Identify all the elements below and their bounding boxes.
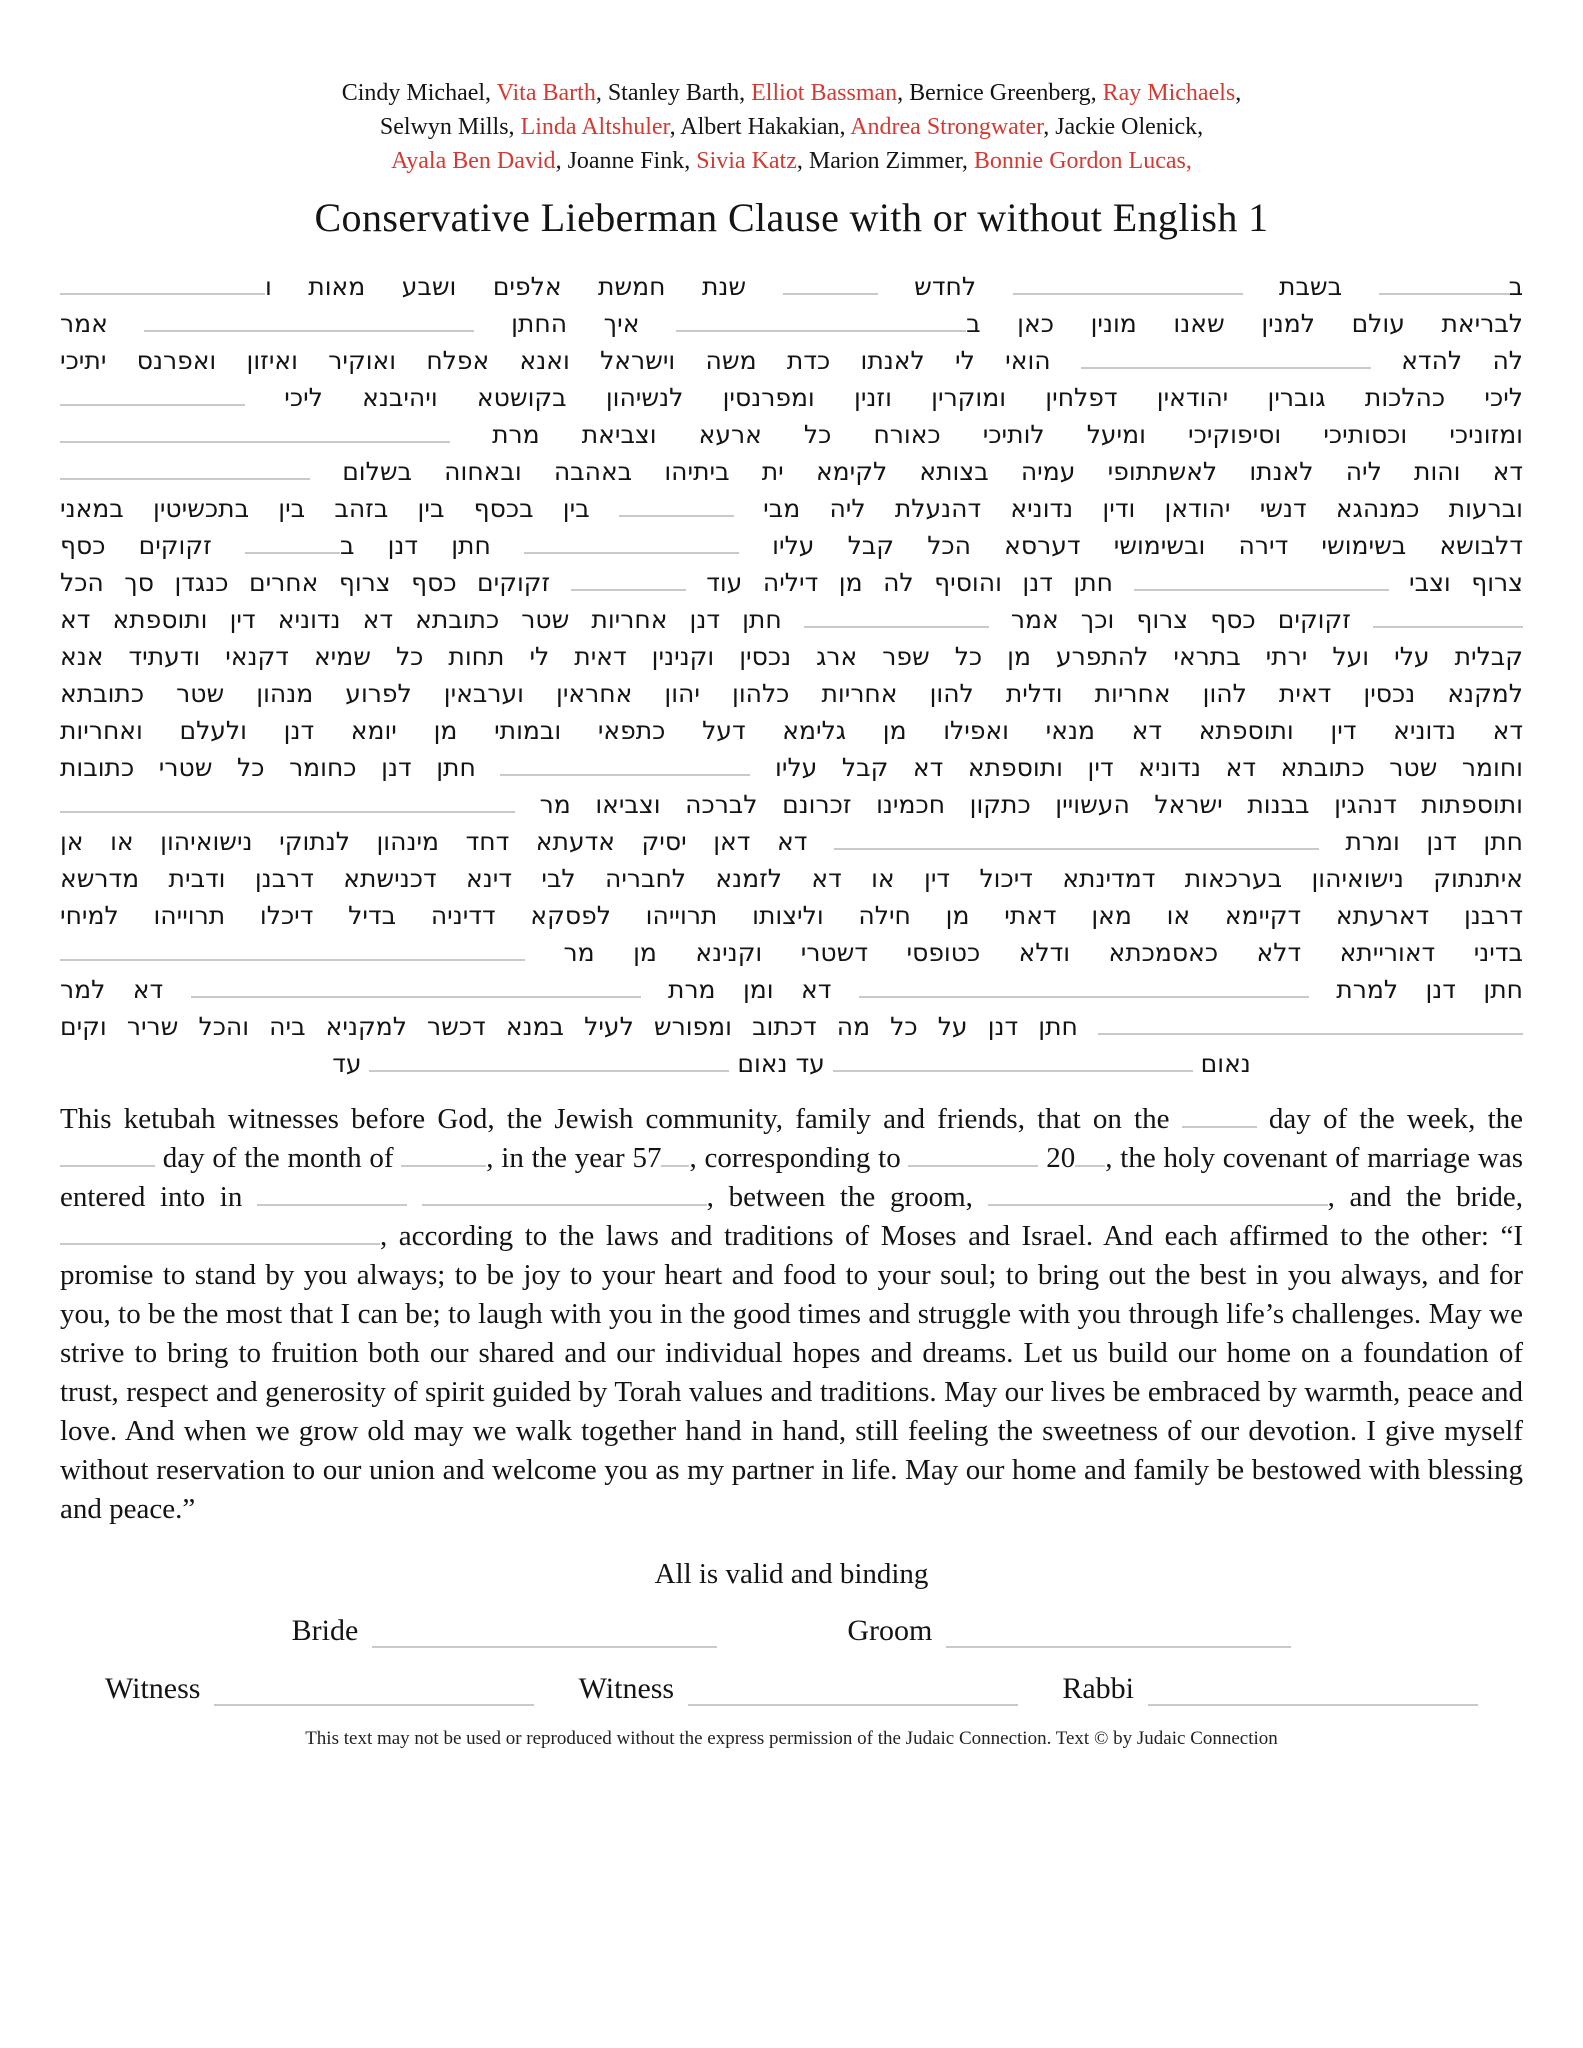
- text-run: חתן דנן על כל מה דכתוב ומפורש לעיל במנא דכשר למקניא ביה והכל שריר וקים: [60, 1012, 1098, 1041]
- fill-in-blank[interactable]: [1013, 273, 1243, 296]
- witness2-signature-line[interactable]: [688, 1664, 1018, 1707]
- fill-in-blank[interactable]: [60, 1141, 155, 1167]
- fill-in-blank[interactable]: [60, 384, 245, 407]
- text-run: , the holy covenant of marriage was entered into in: [60, 1142, 1524, 1213]
- text-run: איך החתן: [474, 309, 677, 338]
- text-run: 20: [1038, 1142, 1076, 1174]
- groom-signature-line[interactable]: [946, 1605, 1291, 1648]
- h-line: [60, 712, 1523, 749]
- h-line: [60, 786, 1523, 823]
- text-run: דא נדוניא דין ותוספתא דא מנאי ואפילו מן גלימא דעל כתפאי ובמותי מן יומא דנן ולעלם ואחריות: [60, 716, 1523, 745]
- text-run: חתן דנן כחומר כל שטרי כתובות: [60, 753, 501, 782]
- fill-in-blank[interactable]: [908, 1141, 1038, 1167]
- text-run: דרבנן דארעתא דקיימא או מאן דאתי מן חילה וליצותו תרוייהו לפסקא דדיניה בדיל דיכלו תרוייהו למיחי: [60, 901, 1523, 930]
- fill-in-blank[interactable]: [257, 1180, 407, 1206]
- fill-in-blank[interactable]: [422, 1180, 707, 1206]
- text-run: איתנתוק נישואיהון בערכאות דמדינתא דיכול דין או דא לזמנא לחבריה לבי דינא דכנישתא דרבנן ודבית מדרשא: [60, 864, 1523, 893]
- groom-signature-pair: [847, 1605, 1291, 1648]
- fill-in-blank[interactable]: [1182, 1102, 1257, 1128]
- text-run: חתן דנן ומרת: [1318, 827, 1524, 856]
- h-line: [60, 527, 1523, 564]
- text-run: עד: [332, 1049, 370, 1078]
- fill-in-blank[interactable]: [245, 532, 340, 555]
- groom-label: Groom: [847, 1613, 933, 1647]
- text-run: בין בכסף בין בזהב בין בתכשיטין במאני: [60, 494, 619, 523]
- text-run: day of the month of: [155, 1142, 402, 1174]
- text-run: דא ומן מרת: [640, 975, 859, 1004]
- text-run: ליכי כהלכות גוברין יהודאין דפלחין ומוקרין וזנין ומפרנסין לנשיהון בקושטא ויהיבנא ליכי: [245, 383, 1523, 412]
- text-run: לחדש: [877, 272, 1013, 301]
- text-run: בשבת: [1242, 272, 1379, 301]
- text-run: חתן דנן והוסיף לה מן דיליה עוד: [685, 568, 1134, 597]
- text-run: לבריאת עולם למנין שאנו מונין כאן ב: [966, 309, 1524, 338]
- witness1-signature-line[interactable]: [214, 1664, 534, 1707]
- text-run: נאום: [1192, 1049, 1251, 1078]
- text-run: , according to the laws and traditions of Moses and Israel. And each affirmed to the other: “I promise to stand by you always; to be joy to your heart and food to your soul; to bring out the best in you always, and for you, to be the most that I can be; to laugh with you in the good times and struggle with you through life’s challenges. May we strive to bring to fruition both our shared and our individual hopes and dreams. Let us build our home on a foundation of trust, respect and generosity of spirit guided by Torah values and traditions. May our lives be embraced by warmth, peace and love. And when we grow old may we walk together hand in hand, still feeling the sweetness of our devotion. I give myself without reservation to our union and welcome you as my partner in life. May our home and family be bestowed with blessing and peace.”: [60, 1220, 1523, 1525]
- text-run: ומזוניכי וכסותיכי וסיפוקיכי ומיעל לותיכי כאורח כל ארעא וצביאת מרת: [450, 420, 1523, 449]
- fill-in-blank[interactable]: [1379, 273, 1509, 296]
- fill-in-blank[interactable]: [676, 310, 966, 333]
- h-line: [60, 860, 1523, 897]
- text-run: וחומר שטר כתובתא דא נדוניא דין ותוספתא דא קבל עליו: [750, 753, 1523, 782]
- h-line: [60, 453, 1523, 490]
- text-run: Andrea Strongwater: [850, 114, 1044, 140]
- fill-in-blank[interactable]: [191, 976, 641, 999]
- text-run: , Marion Zimmer,: [796, 148, 974, 174]
- text-run: , Jackie Olenick,: [1043, 114, 1204, 140]
- text-run: Vita Barth: [496, 80, 596, 106]
- text-run: לה להדא: [1370, 346, 1523, 375]
- fill-in-blank[interactable]: [859, 976, 1309, 999]
- fill-in-blank[interactable]: [988, 1180, 1328, 1206]
- text-run: זקוקים כסף: [60, 531, 245, 560]
- text-run: Elliot Bassman: [751, 80, 898, 106]
- text-run: זקוקים כסף צרוף וכך אמר: [988, 605, 1373, 634]
- text-run: Bonnie Gordon Lucas,: [973, 148, 1192, 174]
- text-run: ב: [1508, 272, 1524, 301]
- fill-in-blank[interactable]: [60, 791, 515, 814]
- page-title: Conservative Lieberman Clause with or without English 1: [314, 195, 1269, 240]
- hebrew-text-section: [60, 268, 1523, 1082]
- text-run: זקוקים כסף צרוף אחרים כנגדן סך הכל: [60, 568, 571, 597]
- fill-in-blank[interactable]: [60, 1219, 380, 1245]
- fill-in-blank[interactable]: [571, 569, 686, 592]
- name-line: [60, 144, 1523, 178]
- bride-signature-pair: [292, 1605, 718, 1648]
- text-run: , Bernice Greenberg,: [897, 80, 1103, 106]
- name-line: [60, 76, 1523, 110]
- fill-in-blank[interactable]: [500, 754, 750, 777]
- hebrew-lines: [60, 268, 1523, 1045]
- fill-in-blank[interactable]: [804, 606, 989, 629]
- text-run: וברעות כמנהגא דנשי יהודאן ודין נדוניא דהנעלת ליה מבי: [733, 494, 1523, 523]
- fill-in-blank[interactable]: [833, 1050, 1193, 1073]
- text-run: דלבושא בשימושי דירה ובשימושי דערסא הכל קבל עליו: [739, 531, 1523, 560]
- fill-in-blank[interactable]: [834, 828, 1319, 851]
- text-run: למקנא נכסין דאית להון אחריות ודלית להון אחריות כלהון יהון אחראין וערבאין לפרוע מנהון שטר כתובתא: [60, 679, 1523, 708]
- text-run: Cindy Michael,: [341, 80, 497, 106]
- text-run: ,: [1235, 80, 1242, 106]
- fill-in-blank[interactable]: [60, 421, 450, 444]
- fill-in-blank[interactable]: [60, 273, 265, 296]
- text-run: , Stanley Barth,: [595, 80, 752, 106]
- text-run: דא והות ליה לאנתו לאשתתופי עמיה בצותא לקימא ית ביתיהו באהבה ובאחוה בשלום: [310, 457, 1523, 486]
- fill-in-blank[interactable]: [661, 1141, 689, 1167]
- h-line: [60, 564, 1523, 601]
- text-run: , between the groom,: [706, 1181, 988, 1213]
- text-run: דא למר: [60, 975, 191, 1004]
- text-run: , in the year 57: [486, 1142, 662, 1174]
- text-run: ותוספתות דנהגין בבנות ישראל העשויין כתקון חכמינו זכרונם לברכה וצביאו מר: [515, 790, 1523, 819]
- fill-in-blank[interactable]: [401, 1141, 486, 1167]
- english-paragraph: [60, 1100, 1523, 1529]
- h-line: [60, 379, 1523, 416]
- name-line: [60, 110, 1523, 144]
- h-line: [60, 897, 1523, 934]
- h-line: [60, 971, 1523, 1008]
- h-line: [60, 934, 1523, 971]
- text-run: , Joanne Fink,: [555, 148, 697, 174]
- witness2-signature-pair: [579, 1664, 1018, 1707]
- h-line: [60, 823, 1523, 860]
- witness1-signature-pair: [105, 1664, 534, 1707]
- fill-in-blank[interactable]: [60, 939, 525, 962]
- h-line: [60, 1008, 1523, 1045]
- text-run: Ray Michaels: [1102, 80, 1236, 106]
- h-line: [60, 268, 1523, 305]
- bride-groom-signature-row: [60, 1605, 1523, 1648]
- text-run: שנת חמשת אלפים ושבע מאות ו: [265, 272, 783, 301]
- h-line: [60, 305, 1523, 342]
- witness1-label: Witness: [105, 1672, 201, 1705]
- text-run: הואי לי לאנתו כדת משה וישראל ואנא אפלח ואוקיר ואיזון ואפרנס יתיכי: [60, 346, 1081, 375]
- h-line: [60, 342, 1523, 379]
- text-run: חתן דנן ב: [339, 531, 524, 560]
- text-run: , corresponding to: [689, 1142, 909, 1174]
- text-run: חתן דנן אחריות שטר כתובתא דא נדוניא דין ותוספתא דא: [60, 605, 804, 634]
- text-run: צרוף וצבי: [1388, 568, 1523, 597]
- text-run: דא דאן יסיק אדעתא דחד מינהון לנתוקי נישואיהון או אן: [60, 827, 834, 856]
- fill-in-blank[interactable]: [1373, 606, 1523, 629]
- text-run: Selwyn Mills,: [379, 114, 521, 140]
- fill-in-blank[interactable]: [60, 458, 310, 481]
- fill-in-blank[interactable]: [619, 495, 734, 518]
- bride-label: Bride: [291, 1613, 359, 1647]
- fill-in-blank[interactable]: [524, 532, 739, 555]
- h-line: [60, 416, 1523, 453]
- rabbi-signature-line[interactable]: [1148, 1664, 1478, 1707]
- text-run: , Albert Hakakian,: [669, 114, 851, 140]
- witness-rabbi-signature-row: [60, 1664, 1523, 1707]
- hebrew-witness-line: [60, 1045, 1523, 1082]
- fill-in-blank[interactable]: [1134, 569, 1389, 592]
- text-run: day of the week, the: [1256, 1103, 1523, 1135]
- text-run: Sivia Katz: [696, 148, 797, 174]
- valid-binding-line: All is valid and binding: [654, 1558, 929, 1590]
- h-line: [60, 675, 1523, 712]
- h-line: [60, 490, 1523, 527]
- fill-in-blank[interactable]: [369, 1050, 729, 1073]
- footer-copyright: This text may not be used or reproduced without the express permission of the Judaic Connection. Text © by Judaic Connection: [305, 1728, 1278, 1749]
- text-run: חתן דנן למרת: [1308, 975, 1523, 1004]
- witness2-label: Witness: [578, 1672, 675, 1705]
- fill-in-blank[interactable]: [1081, 347, 1371, 370]
- rabbi-signature-pair: [1062, 1664, 1478, 1707]
- bride-signature-line[interactable]: [372, 1605, 717, 1648]
- text-run: [407, 1181, 422, 1213]
- h-line: [60, 749, 1523, 786]
- fill-in-blank[interactable]: [1075, 1141, 1105, 1167]
- text-run: עד נאום: [729, 1049, 833, 1078]
- text-run: קבלית עלי ועל ירתי בתראי להתפרע מן כל שפר ארג נכסין וקנינין דאית לי תחות כל שמיא דקנאי ודעתיד אנא: [60, 642, 1523, 671]
- fill-in-blank[interactable]: [144, 310, 474, 333]
- h-line: [60, 601, 1523, 638]
- fill-in-blank[interactable]: [783, 273, 878, 296]
- text-run: בדיני דאורייתא דלא כאסמכתא ודלא כטופסי דשטרי וקנינא מן מר: [525, 938, 1523, 967]
- text-run: Ayala Ben David: [391, 148, 556, 174]
- artist-names-header: [60, 76, 1523, 178]
- fill-in-blank[interactable]: [1098, 1013, 1523, 1036]
- text-run: אמר: [60, 309, 145, 338]
- text-run: Linda Altshuler: [520, 114, 670, 140]
- text-run: This ketubah witnesses before God, the Jewish community, family and friends, that on the: [60, 1103, 1182, 1135]
- h-line: [60, 638, 1523, 675]
- rabbi-label: Rabbi: [1062, 1672, 1134, 1705]
- text-run: , and the bride,: [1327, 1181, 1523, 1213]
